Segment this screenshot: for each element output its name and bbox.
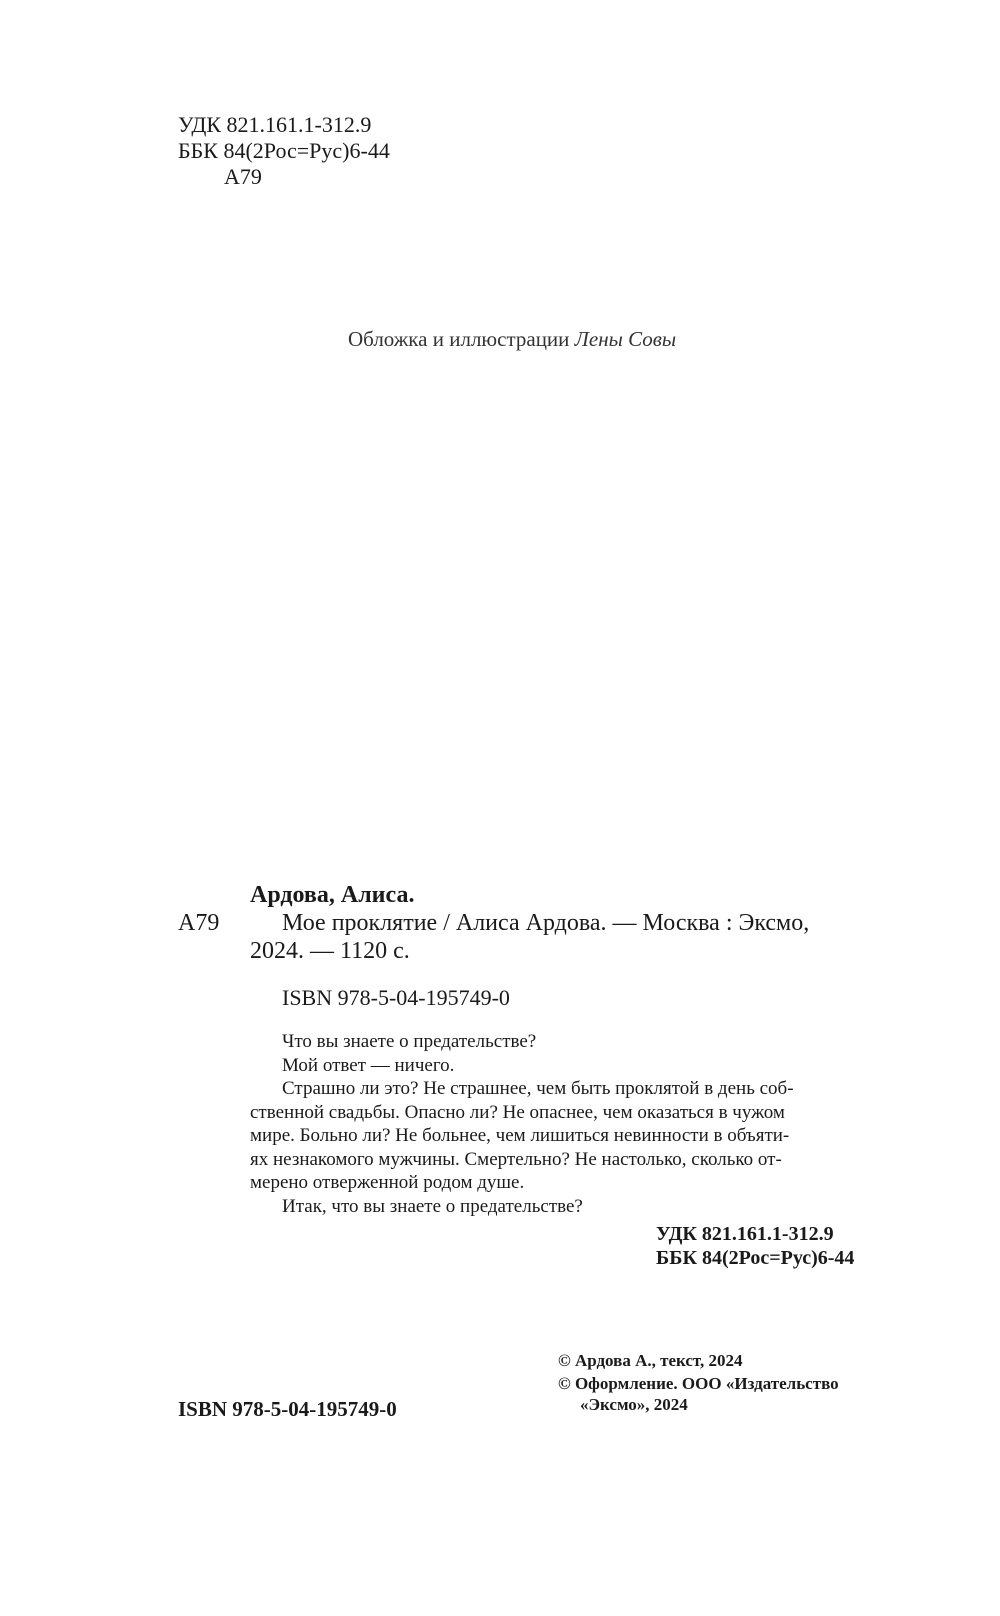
bottom-udk-code: УДК 821.161.1-312.9: [656, 1223, 834, 1245]
cover-credit: [348, 326, 676, 352]
annotation-line: Мой ответ — ничего.: [282, 1054, 455, 1076]
top-author-code: А79: [224, 164, 262, 189]
illustrator-name: Лены Совы: [574, 327, 677, 351]
bibliographic-isbn: ISBN 978-5-04-195749-0: [282, 985, 510, 1010]
side-author-code: А79: [178, 910, 220, 936]
bibliographic-line-1: Мое проклятие / Алиса Ардова. — Москва : Эксмо,: [282, 910, 810, 936]
bibliographic-line-2: 2024. — 1120 с.: [250, 938, 410, 964]
annotation-line: ственной свадьбы. Опасно ли? Не опаснее, чем оказаться в чужом: [250, 1101, 785, 1123]
annotation-line: мерено отверженной родом душе.: [250, 1172, 525, 1193]
annotation: [250, 1030, 890, 1218]
copyright-design-line-1: © Оформление. ООО «Издательство: [558, 1374, 839, 1393]
bottom-bbk-code: ББК 84(2Рос=Рус)6-44: [656, 1247, 855, 1269]
annotation-line: ях незнакомого мужчины. Смертельно? Не настолько, сколько от-: [250, 1148, 782, 1170]
top-udk-code: УДК 821.161.1-312.9: [178, 112, 372, 137]
annotation-line: мире. Больно ли? Не больнее, чем лишиться невинности в объяти-: [250, 1125, 790, 1146]
author-heading: Ардова, Алиса.: [250, 882, 415, 908]
footer-isbn: ISBN 978-5-04-195749-0: [178, 1397, 397, 1421]
annotation-line: Что вы знаете о предательстве?: [282, 1031, 537, 1052]
cover-credit-prefix: Обложка и иллюстрации: [348, 327, 575, 351]
copyright-text: © Ардова А., текст, 2024: [558, 1351, 743, 1370]
annotation-line: Страшно ли это? Не страшнее, чем быть проклятой в день соб-: [282, 1078, 794, 1099]
top-bbk-code: ББК 84(2Рос=Рус)6-44: [178, 138, 390, 163]
annotation-line: Итак, что вы знаете о предательстве?: [282, 1195, 583, 1217]
copyright-design-line-2: «Эксмо», 2024: [580, 1395, 688, 1414]
